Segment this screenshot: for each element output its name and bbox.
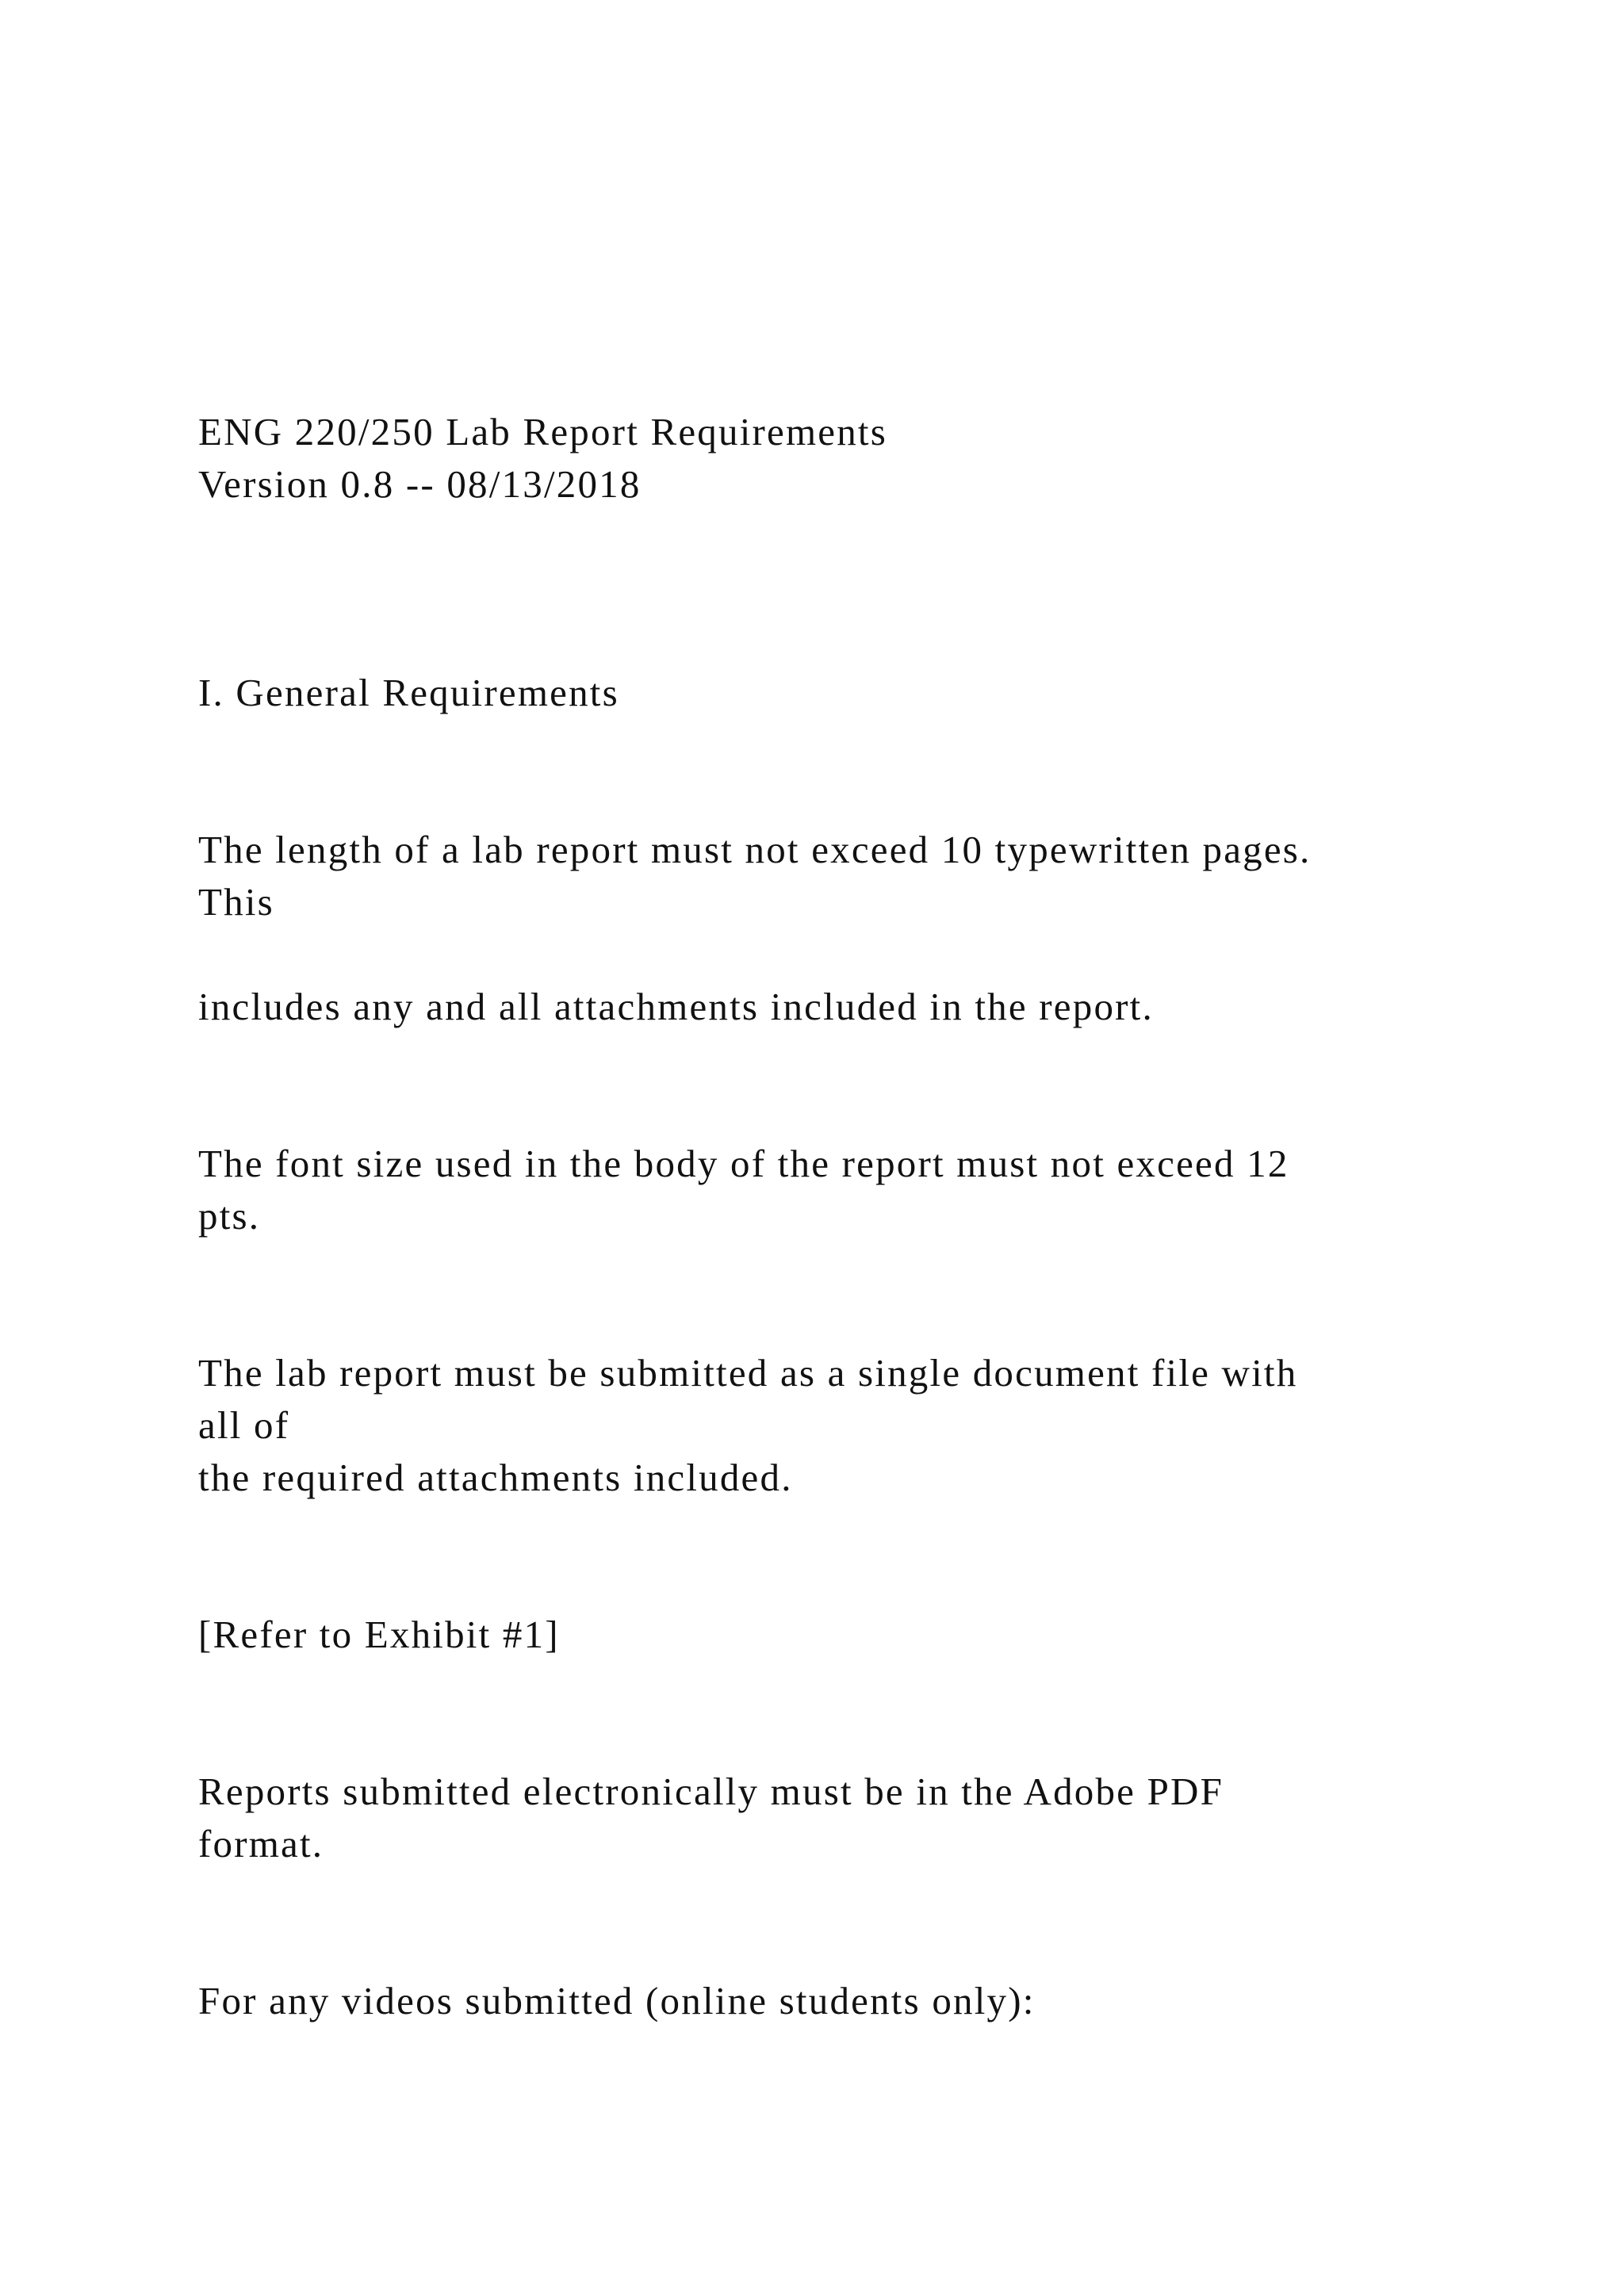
- paragraph-line: the required attachments included.: [198, 1456, 793, 1499]
- paragraph-line: The font size used in the body of the report must not exceed 12: [198, 1142, 1289, 1185]
- document-title: ENG 220/250 Lab Report Requirements: [198, 410, 888, 453]
- paragraph-line: The lab report must be submitted as a single document file with: [198, 1351, 1298, 1395]
- exhibit-reference: [Refer to Exhibit #1]: [198, 1613, 560, 1656]
- paragraph-line: Reports submitted electronically must be in the Adobe PDF: [198, 1770, 1224, 1813]
- paragraph-line: all of: [198, 1403, 290, 1447]
- paragraph-line: pts.: [198, 1194, 261, 1238]
- paragraph-line: This: [198, 880, 274, 924]
- paragraph-line: For any videos submitted (online students only):: [198, 1979, 1036, 2022]
- paragraph-line: format.: [198, 1822, 324, 1866]
- paragraph-line: The length of a lab report must not exceed 10 typewritten pages.: [198, 828, 1312, 871]
- section-heading: I. General Requirements: [198, 671, 619, 714]
- paragraph-line: includes any and all attachments included in the report.: [198, 985, 1154, 1028]
- document-version: Version 0.8 -- 08/13/2018: [198, 462, 642, 506]
